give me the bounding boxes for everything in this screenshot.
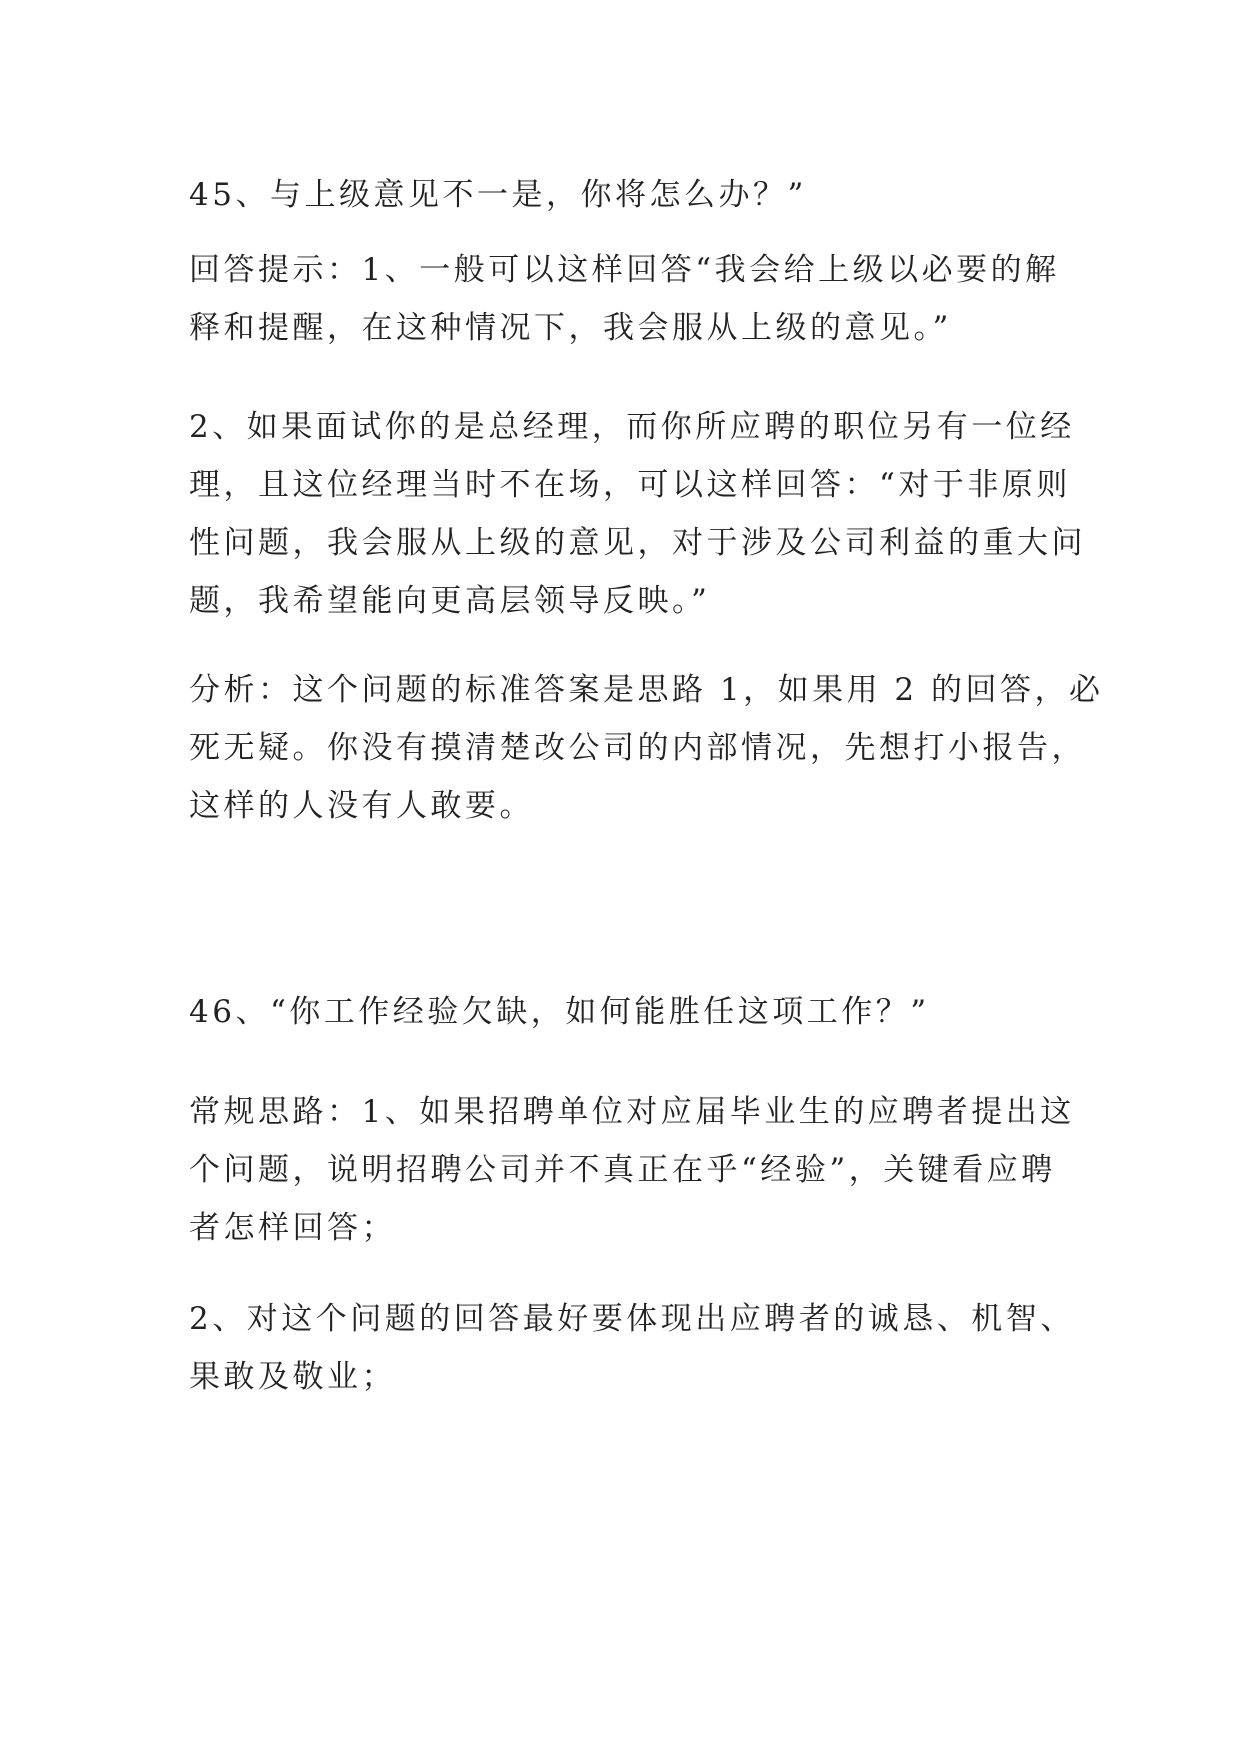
q45-point-2 [189, 398, 1086, 630]
q46-common-thinking [189, 1083, 1075, 1257]
text-line: 回答提示：1、一般可以这样回答“我会给上级以必要的解 [189, 252, 1060, 288]
text-line: 分析：这个问题的标准答案是思路 1，如果用 2 的回答，必 [189, 672, 1104, 708]
text-line: 题，我希望能向更高层领导反映。” [189, 583, 711, 619]
text-line: 死无疑。你没有摸清楚改公司的内部情况，先想打小报告， [189, 730, 1086, 766]
text-line: 者怎样回答； [189, 1210, 396, 1246]
text-line: 45、与上级意见不一是，你将怎么办？” [189, 177, 807, 213]
q45-analysis [189, 661, 1104, 835]
q46-point-2 [189, 1290, 1075, 1406]
text-line: 46、“你工作经验欠缺，如何能胜任这项工作？” [189, 994, 930, 1030]
text-line: 果敢及敬业； [189, 1359, 396, 1395]
q45-title [189, 166, 1069, 224]
q46-title [189, 983, 1069, 1041]
text-line: 2、对这个问题的回答最好要体现出应聘者的诚恳、机智、 [189, 1301, 1075, 1337]
text-line: 性问题，我会服从上级的意见，对于涉及公司利益的重大问 [189, 525, 1086, 561]
text-line: 个问题，说明招聘公司并不真正在乎“经验”，关键看应聘 [189, 1152, 1056, 1188]
text-line: 2、如果面试你的是总经理，而你所应聘的职位另有一位经 [189, 409, 1075, 445]
text-line: 释和提醒，在这种情况下，我会服从上级的意见。” [189, 310, 952, 346]
q45-answer-hint [189, 241, 1069, 357]
text-line: 理，且这位经理当时不在场，可以这样回答：“对于非原则 [189, 467, 1071, 503]
text-line: 常规思路：1、如果招聘单位对应届毕业生的应聘者提出这 [189, 1094, 1075, 1130]
text-line: 这样的人没有人敢要。 [189, 788, 534, 824]
